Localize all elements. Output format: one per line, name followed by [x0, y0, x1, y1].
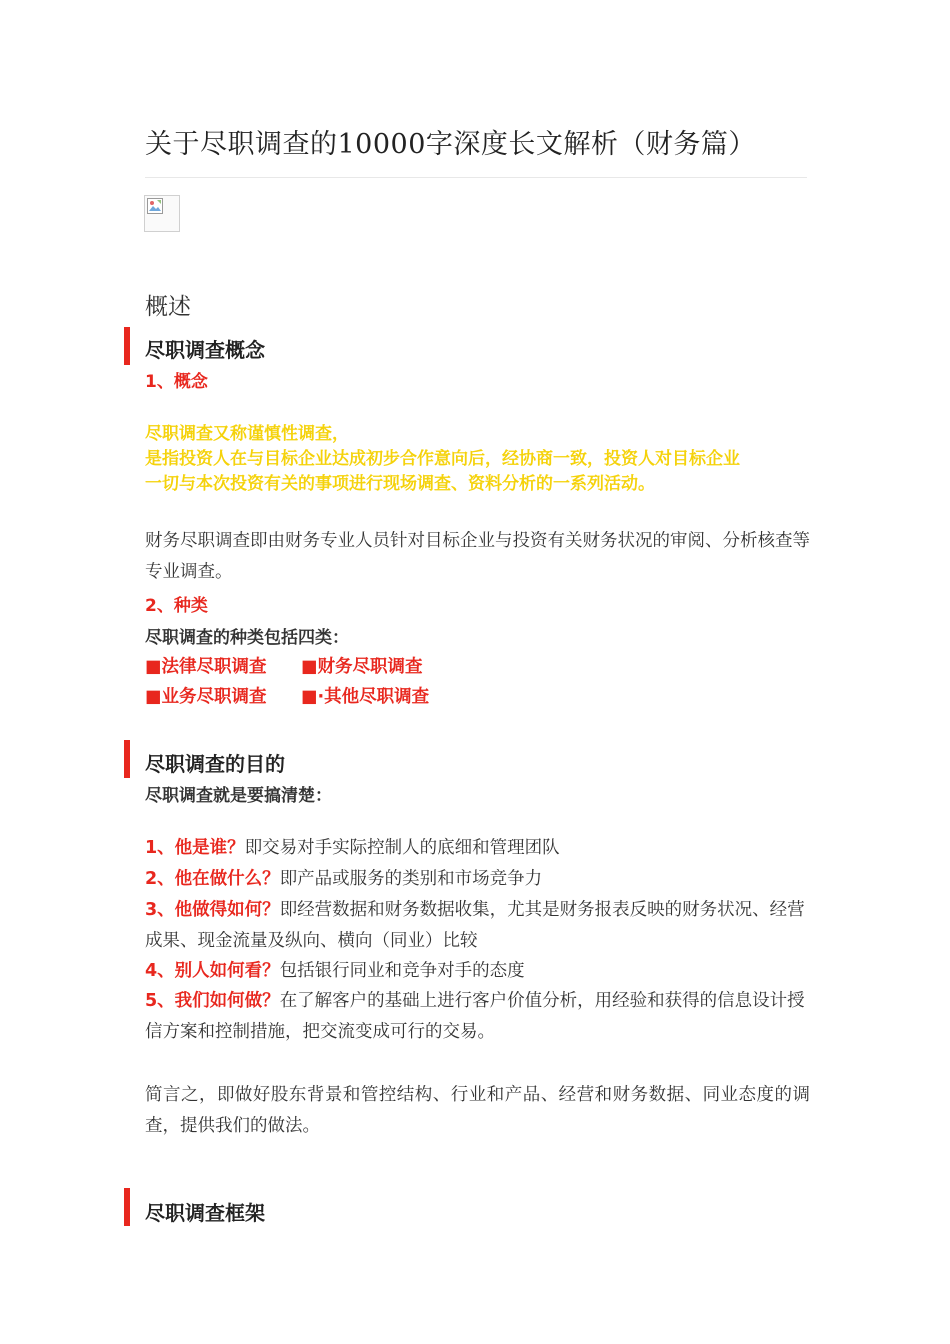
purpose-item-1: [145, 833, 810, 864]
section-marker: [124, 327, 130, 365]
types-row-2: [145, 683, 457, 708]
definition-line-1: 尽职调查又称谨慎性调查，: [145, 424, 349, 444]
question-label: 2、他在做什么？: [145, 869, 280, 889]
type-business: ■业务尽职调查: [145, 687, 267, 707]
question-label: 1、他是谁？: [145, 838, 245, 858]
answer-text: 即产品或服务的类别和市场竞争力: [279, 869, 543, 889]
types-subheading: 2、种类: [145, 596, 208, 616]
purpose-intro: 尽职调查就是要搞清楚：: [145, 786, 332, 806]
section-marker: [124, 740, 130, 778]
question-label: 5、我们如何做？: [145, 991, 280, 1011]
purpose-item-3: [145, 895, 810, 957]
article-title: 关于尽职调查的10000字深度长文解析（财务篇）: [145, 129, 756, 160]
framework-heading: 尽职调查框架: [145, 1201, 265, 1225]
definition-line-3: 一切与本次投资有关的事项进行现场调查、资料分析的一系列活动。: [145, 474, 655, 494]
types-intro: 尽职调查的种类包括四类：: [145, 628, 349, 648]
title-divider: [145, 177, 807, 178]
concept-heading: 尽职调查概念: [145, 338, 265, 362]
purpose-summary: 简言之，即做好股东背景和管控结构、行业和产品、经营和财务数据、同业态度的调查，提供我们的做法。: [145, 1085, 810, 1136]
purpose-heading: 尽职调查的目的: [145, 752, 285, 776]
concept-subheading: 1、概念: [145, 372, 208, 392]
purpose-item-2: [145, 864, 810, 895]
question-label: 3、他做得如何？: [145, 900, 280, 920]
section-marker: [124, 1188, 130, 1226]
type-legal: ■法律尽职调查: [145, 657, 267, 677]
answer-text: 即经营数据和财务数据收集，尤其是财务报表反映的财务状况、经营成果、现金流量及纵向、横向（同业）比较: [145, 900, 805, 951]
purpose-item-4: [145, 956, 810, 987]
financial-description: 财务尽职调查即由财务专业人员针对目标企业与投资有关财务状况的审阅、分析核查等专业调查。: [145, 531, 810, 582]
overview-heading: 概述: [145, 294, 191, 320]
answer-text: 在了解客户的基础上进行客户价值分析，用经验和获得的信息设计授信方案和控制措施，把交流变成可行的交易。: [145, 991, 805, 1042]
type-financial: ■财务尽职调查: [301, 657, 423, 677]
answer-text: 包括银行同业和竞争对手的态度: [279, 961, 525, 981]
answer-text: 即交易对手实际控制人的底细和管理团队: [244, 838, 560, 858]
definition-line-2: 是指投资人在与目标企业达成初步合作意向后，经协商一致，投资人对目标企业: [145, 449, 740, 469]
image-placeholder-icon: [147, 198, 163, 214]
types-row-1: [145, 653, 457, 678]
broken-image-icon: [144, 195, 180, 232]
question-label: 4、别人如何看？: [145, 961, 280, 981]
type-other: ■·其他尽职调查: [301, 687, 430, 707]
purpose-item-5: [145, 986, 810, 1048]
